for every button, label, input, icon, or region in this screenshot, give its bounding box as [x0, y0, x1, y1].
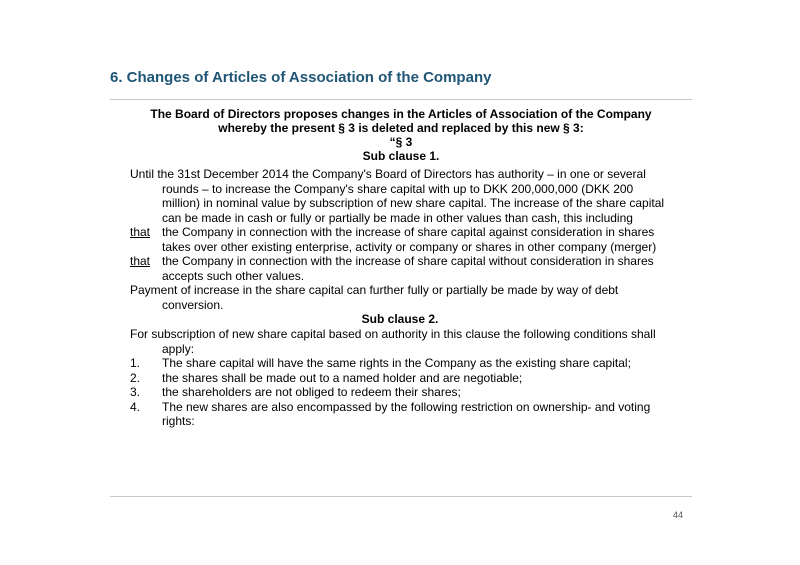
paragraph-debt-conversion: Payment of increase in the share capital can further fully or partially be made by way of debt conversion. — [130, 283, 619, 312]
list-number: 2. — [130, 370, 141, 385]
top-divider — [110, 99, 692, 100]
list-text: the shares shall be made out to a named holder and are negotiable; — [162, 370, 523, 385]
that-clause-2 — [130, 254, 670, 283]
sub-clause-2-heading: Sub clause 2. — [361, 312, 439, 326]
bottom-divider — [110, 496, 692, 497]
list-item — [130, 385, 670, 400]
page-title: 6. Changes of Articles of Association of the Company — [110, 69, 492, 86]
list-item — [130, 371, 670, 386]
list-number: 1. — [130, 356, 141, 370]
list-item — [130, 400, 670, 429]
proposal-heading — [110, 107, 692, 163]
list-text: the shareholders are not obliged to redeem their shares; — [162, 385, 461, 399]
page-number: 44 — [673, 510, 684, 520]
proposal-heading-line1: The Board of Directors proposes changes in the Articles of Association of the Company — [150, 107, 652, 121]
that-label: that — [130, 225, 151, 239]
list-item — [130, 356, 670, 371]
list-text: The share capital will have the same rights in the Company as the existing share capital; — [162, 356, 631, 370]
sub-clause-1-heading: Sub clause 1. — [362, 149, 440, 163]
that-clause-text: the Company in connection with the increase of share capital against consideration in shares takes over other existing enterprise, activity or company or shares in other company (merger) — [162, 225, 657, 254]
that-label: that — [130, 254, 151, 268]
paragraph-conditions: For subscription of new share capital based on authority in this clause the following conditions shall apply: — [130, 327, 656, 356]
paragraph-authority: Until the 31st December 2014 the Company's Board of Directors has authority – in one or several rounds – to increase the Company's share capital with up to DKK 200,000,000 (DKK 200 million) in nominal value by subscription of new share capital. The increase of the share capital can be made in cash or fully or partially be made in other values than cash, this including — [130, 167, 665, 225]
list-number: 3. — [130, 385, 141, 399]
proposal-heading-line2: whereby the present § 3 is deleted and replaced by this new § 3: — [218, 121, 584, 135]
that-clause-1 — [130, 225, 670, 254]
list-number: 4. — [130, 399, 141, 414]
list-text: The new shares are also encompassed by the following restriction on ownership- and voting rights: — [162, 399, 651, 428]
article-body — [130, 167, 670, 429]
section-number: “§ 3 — [389, 135, 413, 149]
that-clause-text: the Company in connection with the increase of share capital without consideration in shares accepts such other values. — [162, 254, 654, 283]
